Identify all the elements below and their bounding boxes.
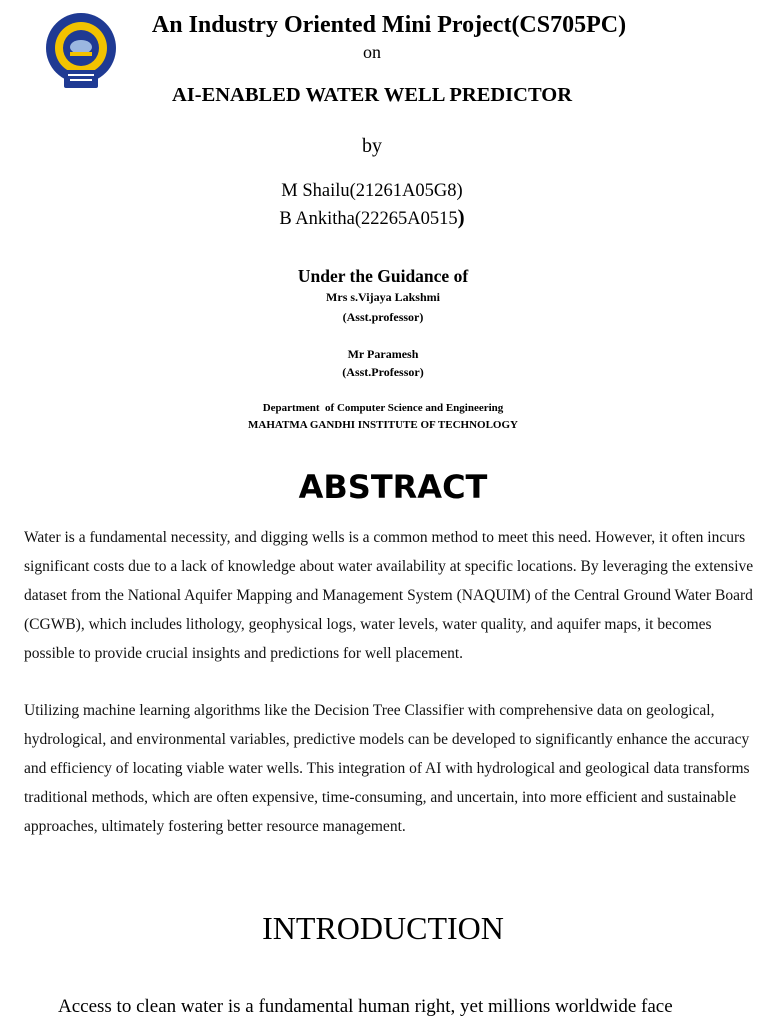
on-text: on (363, 42, 381, 62)
department-text: Department of Computer Science and Engineering (262, 402, 504, 414)
guide-1-role: (Asst.professor) (342, 310, 424, 324)
guide-2-name: Mr Paramesh (347, 347, 419, 361)
guidance-heading: Under the Guidance of (297, 266, 469, 286)
author-2 (0, 205, 756, 230)
institute-name: MAHATMA GANDHI INSTITUTE OF TECHNOLOGY (248, 419, 518, 431)
author-2-name: B Ankitha(22265A0515 (279, 209, 458, 229)
abstract-heading: ABSTRACT (298, 468, 488, 506)
by-text: by (362, 135, 382, 157)
author-1: M Shailu(21261A05G8) (281, 181, 463, 201)
author-2-paren: ) (457, 205, 465, 229)
guide-1-name: Mrs s.Vijaya Lakshmi (326, 290, 440, 304)
abstract-text-1: Water is a fundamental necessity, and digging wells is a common method to meet this need. However, it often incurs significant costs due to a lack of knowledge about water availability at specific locations. By leveraging the extensive dataset from the National Aquifer Mapping and Management System (NAQUIM) of the Central Ground Water Board (CGWB), which includes lithology, geophysical logs, water levels, water quality, and aquifer maps, it becomes possible to provide crucial insights and predictions for well placement. (24, 529, 754, 662)
introduction-first-line: Access to clean water is a fundamental human right, yet millions worldwide face (58, 996, 673, 1017)
guide-2-role: (Asst.Professor) (342, 365, 424, 379)
abstract-text-2: Utilizing machine learning algorithms like the Decision Tree Classifier with comprehensive data on geological, hydrological, and environmental variables, predictive models can be developed to significantly enhance the accuracy and efficiency of locating viable water wells. This integration of AI with hydrological and geological data transforms traditional methods, which are often expensive, time-consuming, and uncertain, into more efficient and sustainable approaches, ultimately fostering better resource management. (24, 702, 750, 835)
project-heading: An Industry Oriented Mini Project(CS705PC) (151, 12, 627, 38)
abstract-paragraph-2 (24, 696, 764, 841)
project-title: AI-ENABLED WATER WELL PREDICTOR (171, 84, 573, 106)
abstract-paragraph-1 (24, 523, 764, 668)
introduction-heading: INTRODUCTION (262, 910, 504, 946)
